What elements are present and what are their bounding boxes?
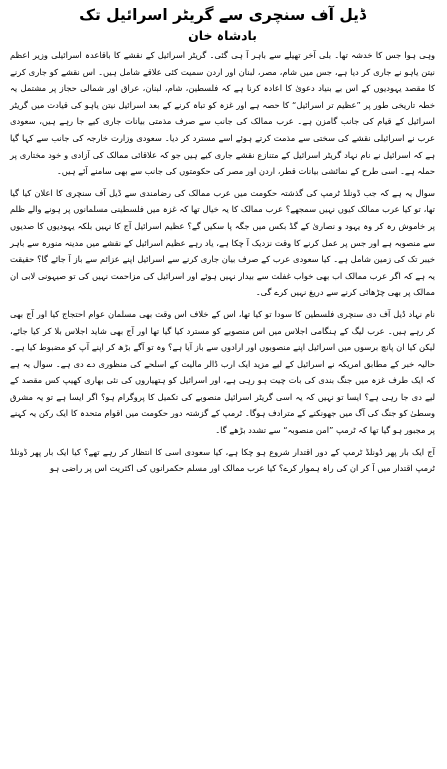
article-paragraph: نام نہاد ڈیل آف دی سنچری فلسطین کا سودا تو کیا تھا، اس کے خلاف اس وقت بھی مسلمان عوام احتجاج کیا اور آج بھی کر رہے ہیں۔ عرب لیگ کے ہنگامی اجلاس میں اس منصوبے کو مسترد کیا گیا تھا اور آج بھی شاید اجلاس بلا کر کیا جائے، لیکن کیا ان پانچ برسوں میں اسرائیل اپنے منصوبوں اور ارادوں سے باز آیا ہے؟ وہ تو آگے بڑھ کر اپنے آپ کو مضبوط کیا ہے۔ حالیہ خبر کے مطابق امریکہ نے اسرائیل کے لیے مزید ایک ارب ڈالر مالیت کے اسلحے کی منظوری دے دی ہے۔ سوال یہ ہے کہ ایک طرف غزہ میں جنگ بندی کی بات چیت ہو رہی ہے، اور اسرائیل کو ہتھیاروں کی نئی بھاری کھیپ کس مقصد کے لیے دی جا رہی ہے؟ ایسا تو نہیں کہ یہ اسی گریٹر اسرائیل منصوبے کی تکمیل کا پروگرام ہو؟ اگر ایسا ہے تو یہ مشرق وسطیٰ کو جنگ کی آگ میں جھونکنے کے مترادف ہوگا۔ ٹرمپ کے گزشتہ دور حکومت میں اقوام متحدہ کا ایک رکن یہ کہنے پر مجبور ہو گیا تھا کہ ٹرمپ ”امن منصوبہ“ سے تشدد بڑھے گا۔ <box>10 308 435 436</box>
article-paragraph: آج ایک بار پھر ڈونلڈ ٹرمپ کے دور اقتدار شروع ہو چکا ہے، کیا سعودی اسی کا انتظار کر رہے تھے؟ کیا ایک بار پھر ڈونلڈ ٹرمپ اقتدار میں آ کر ان کی راہ ہموار کرے؟ کیا عرب ممالک اور مسلم حکمرانوں کی اکثریت اس پر راضی ہو <box>10 446 435 474</box>
article-author: بادشاہ خان <box>188 28 257 43</box>
article-paragraph: سوال یہ ہے کہ جب ڈونلڈ ٹرمپ کی گذشتہ حکومت میں عرب ممالک کی رضامندی سے ڈیل آف سنچری کا اعلان کیا گیا تھا، تو کیا عرب ممالک کیوں نہیں سمجھے؟ عرب ممالک کا یہ خیال تھا کہ غزہ میں فلسطینی مسلمانوں پر ہونے والے ظلم پر خاموش رہ کر وہ یہود و نصاریٰ کے گڈ بکس میں جگہ پا سکیں گے؟ عظیم اسرائیل آج کا نہیں بلکہ یہودیوں کا صدیوں سے منصوبہ ہے اور جس پر عمل کرنے کا وقت نزدیک آ چکا ہے، یاد رہے عظیم اسرائیل کے نقشے میں مدینہ منورہ سے باہر خیبر تک کی زمین شامل ہے۔ کیا سعودی عرب کے صرف بیان جاری کرنے سے اسرائیل اپنے عزائم سے باز آ جائے گا؟ حقیقت یہ ہے کہ اگر عرب ممالک اب بھی خواب غفلت سے بیدار نہیں ہوئے اور اسرائیل کی مزاحمت نہیں کی تو صیہونی لابی ان ممالک پر بھی چڑھائی کرنے سے دریغ نہیں کرے گی۔ <box>10 187 435 298</box>
article-body <box>10 47 435 477</box>
article-title: ڈیل آف سنچری سے گریٹر اسرائیل تک <box>79 6 366 24</box>
article-paragraph: وہی ہوا جس کا خدشہ تھا۔ بلی آخر تھیلے سے باہر آ ہی گئی۔ گریٹر اسرائیل کے نقشے کا باقاعدہ اسرائیلی وزیر اعظم نیتن یاہو نے جاری کر دیا ہے، جس میں شام، مصر، لبنان اور اردن سمیت کئی علاقے شامل ہیں۔ اس نقشے کو جاری کرنے کا مقصد یہودیوں کے اس بے بنیاد دعویٰ کا اعادہ کرنا ہے کہ فلسطین، شام، لبنان، عراق اور شمالی حجاز پر مشتمل یہ خطہ تاریخی طور پر ”عظیم تر اسرائیل“ کا حصہ ہے اور غزہ کو تباہ کرنے کے بعد اسرائیل نیتن یاہو کی قیادت میں گریٹر اسرائیل کے قیام کی جانب گامزن ہے۔ عرب ممالک کی جانب سے صرف مذمتی بیانات جاری کیے جا رہے ہیں، سعودی عرب نے اسرائیلی نقشے کی سختی سے مذمت کرتے ہوئے اسے مسترد کر دیا۔ سعودی وزارت خارجہ کی جانب سے کہا گیا ہے کہ اسرائیل نے نام نہاد گریٹر اسرائیل کے متنازع نقشے جاری کیے ہیں جو کہ علاقائی ممالک کی آزادی و خود مختاری پر حملہ ہے۔ اسی طرح کے نمائشی بیانات قطر، اردن اور مصر کی حکومتوں کی جانب سے بھی سامنے آئے ہیں۔ <box>10 50 435 177</box>
